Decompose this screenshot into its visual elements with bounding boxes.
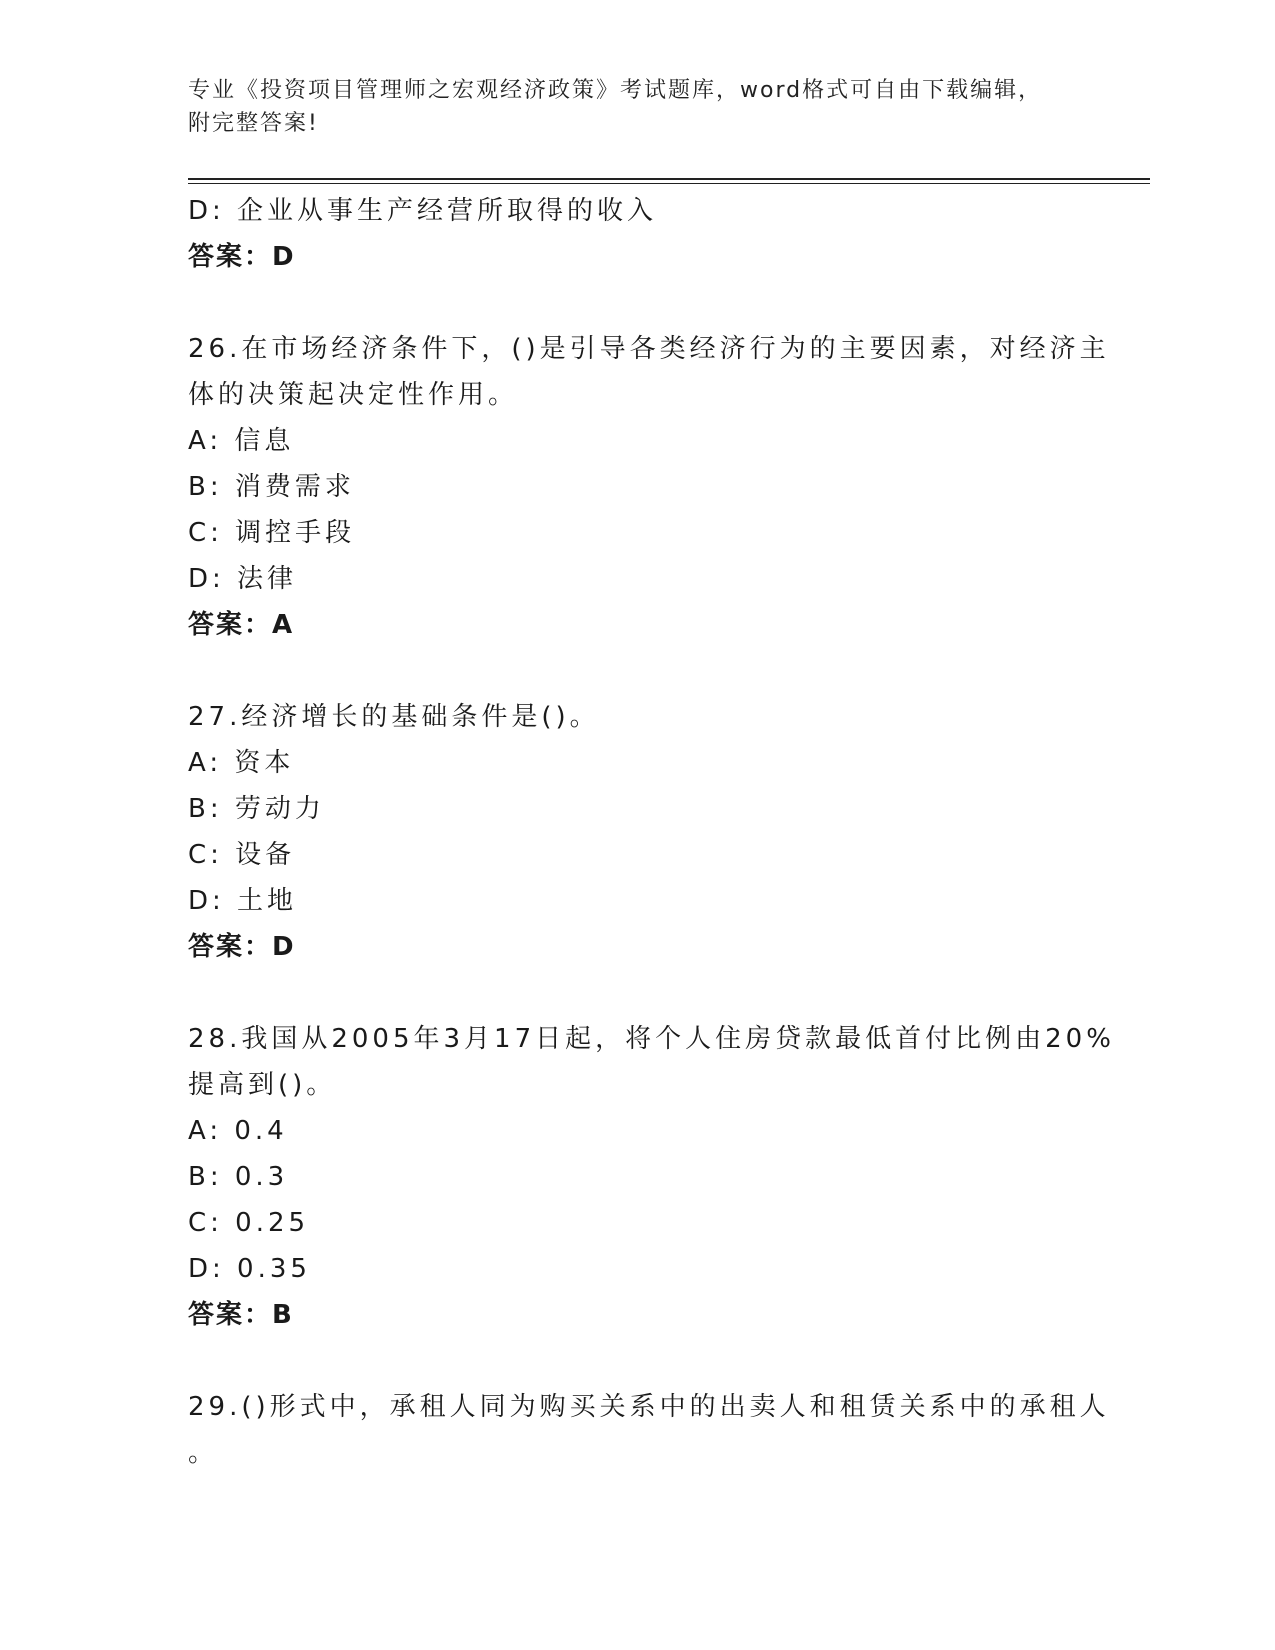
question-stem: 26.在市场经济条件下，()是引导各类经济行为的主要因素，对经济主 xyxy=(188,334,1110,364)
option-d: D: 企业从事生产经营所取得的收入 xyxy=(188,196,658,226)
header-divider-thick xyxy=(188,178,1150,180)
question-stem: 27.经济增长的基础条件是()。 xyxy=(188,702,600,732)
question-26 xyxy=(188,326,1110,648)
answer-label: 答案：B xyxy=(188,1300,294,1330)
answer-label: 答案：D xyxy=(188,932,296,962)
option-c: C: 设备 xyxy=(188,840,296,870)
answer-label: 答案：A xyxy=(188,610,295,640)
answer-label: 答案：D xyxy=(188,242,296,272)
header-line-2: 附完整答案! xyxy=(188,111,319,136)
option-b: B: 0.3 xyxy=(188,1162,289,1192)
option-b: B: 劳动力 xyxy=(188,794,325,824)
option-a: A: 资本 xyxy=(188,748,295,778)
option-c: C: 调控手段 xyxy=(188,518,356,548)
question-stem: 28.我国从2005年3月17日起，将个人住房贷款最低首付比例由20% xyxy=(188,1024,1115,1054)
option-a: A: 信息 xyxy=(188,426,295,456)
question-28 xyxy=(188,1016,1115,1338)
question-stem-continued: 。 xyxy=(188,1438,219,1468)
option-d: D: 土地 xyxy=(188,886,298,916)
question-29 xyxy=(188,1384,1110,1476)
option-c: C: 0.25 xyxy=(188,1208,310,1238)
question-stem-continued: 提高到()。 xyxy=(188,1070,337,1100)
question-27 xyxy=(188,694,1088,970)
header-line-1: 专业《投资项目管理师之宏观经济政策》考试题库，word格式可自由下载编辑， xyxy=(188,78,1043,103)
header-divider-thin xyxy=(188,183,1150,184)
option-a: A: 0.4 xyxy=(188,1116,288,1146)
question-content xyxy=(188,188,1115,1476)
option-d: D: 法律 xyxy=(188,564,298,594)
document-header xyxy=(188,74,1088,140)
option-d: D: 0.35 xyxy=(188,1254,311,1284)
question-stem: 29.()形式中，承租人同为购买关系中的出卖人和租赁关系中的承租人 xyxy=(188,1392,1110,1422)
previous-question-tail xyxy=(188,188,1088,280)
question-stem-continued: 体的决策起决定性作用。 xyxy=(188,380,519,410)
option-b: B: 消费需求 xyxy=(188,472,355,502)
